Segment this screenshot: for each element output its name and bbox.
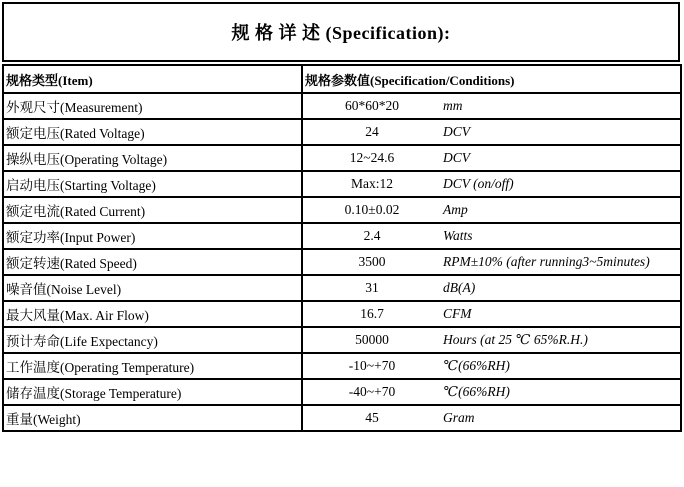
- row-value: 50000: [302, 327, 441, 353]
- row-value: 60*60*20: [302, 93, 441, 119]
- table-row: [3, 145, 681, 171]
- row-item-label: 噪音值(Noise Level): [3, 275, 302, 301]
- row-value: 24: [302, 119, 441, 145]
- row-item-label: 额定功率(Input Power): [3, 223, 302, 249]
- row-item-label: 启动电压(Starting Voltage): [3, 171, 302, 197]
- row-unit: Watts: [441, 223, 681, 249]
- table-row: [3, 93, 681, 119]
- table-row: [3, 275, 681, 301]
- row-unit: CFM: [441, 301, 681, 327]
- row-value: 45: [302, 405, 441, 431]
- row-unit: DCV (on/off): [441, 171, 681, 197]
- table-row: [3, 171, 681, 197]
- row-unit: RPM±10% (after running3~5minutes): [441, 249, 681, 275]
- row-value: 12~24.6: [302, 145, 441, 171]
- row-unit: Gram: [441, 405, 681, 431]
- row-unit: dB(A): [441, 275, 681, 301]
- row-item-label: 外观尺寸(Measurement): [3, 93, 302, 119]
- table-row: [3, 249, 681, 275]
- table-row: [3, 327, 681, 353]
- row-unit: mm: [441, 93, 681, 119]
- row-unit: Amp: [441, 197, 681, 223]
- row-value: -10~+70: [302, 353, 441, 379]
- row-unit: DCV: [441, 119, 681, 145]
- header-params: 规格参数值(Specification/Conditions): [302, 65, 681, 93]
- table-row: [3, 379, 681, 405]
- table-row: [3, 405, 681, 431]
- row-value: -40~+70: [302, 379, 441, 405]
- row-item-label: 预计寿命(Life Expectancy): [3, 327, 302, 353]
- row-unit: DCV: [441, 145, 681, 171]
- row-item-label: 重量(Weight): [3, 405, 302, 431]
- row-unit: Hours (at 25 ℃ 65%R.H.): [441, 327, 681, 353]
- header-item: 规格类型(Item): [3, 65, 302, 93]
- row-item-label: 额定电流(Rated Current): [3, 197, 302, 223]
- table-row: [3, 119, 681, 145]
- table-header-row: [3, 65, 681, 93]
- row-item-label: 工作温度(Operating Temperature): [3, 353, 302, 379]
- row-item-label: 最大风量(Max. Air Flow): [3, 301, 302, 327]
- table-row: [3, 353, 681, 379]
- row-value: 16.7: [302, 301, 441, 327]
- row-item-label: 操纵电压(Operating Voltage): [3, 145, 302, 171]
- row-value: Max:12: [302, 171, 441, 197]
- row-item-label: 额定转速(Rated Speed): [3, 249, 302, 275]
- row-unit: ℃(66%RH): [441, 353, 681, 379]
- table-row: [3, 197, 681, 223]
- row-value: 0.10±0.02: [302, 197, 441, 223]
- row-item-label: 储存温度(Storage Temperature): [3, 379, 302, 405]
- table-row: [3, 223, 681, 249]
- row-unit: ℃(66%RH): [441, 379, 681, 405]
- page-title: 规 格 详 述 (Specification):: [2, 2, 680, 62]
- row-value: 3500: [302, 249, 441, 275]
- spec-table: [2, 64, 682, 432]
- row-value: 2.4: [302, 223, 441, 249]
- row-value: 31: [302, 275, 441, 301]
- row-item-label: 额定电压(Rated Voltage): [3, 119, 302, 145]
- table-row: [3, 301, 681, 327]
